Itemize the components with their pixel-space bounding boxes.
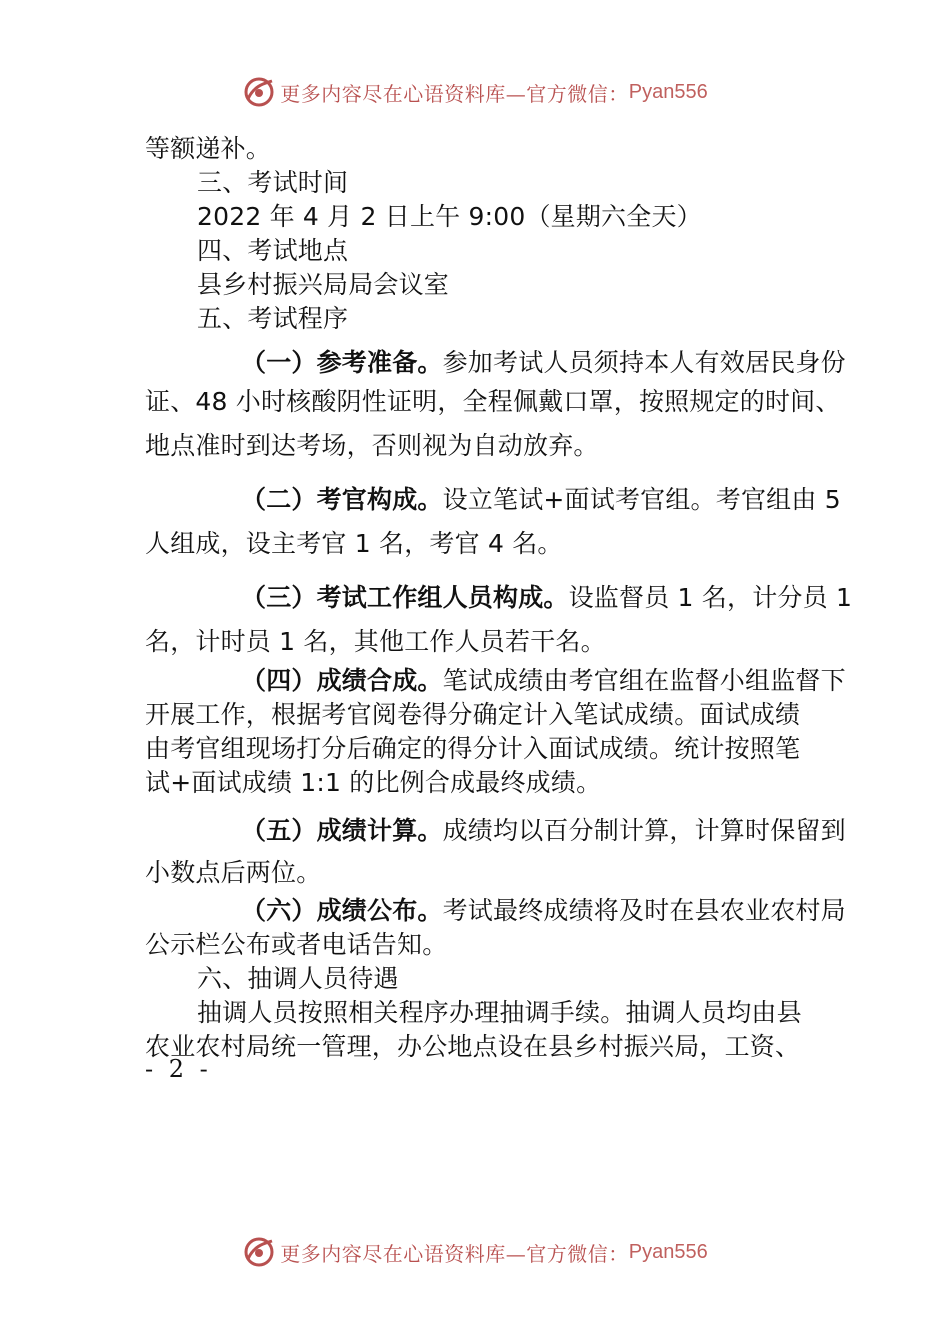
item-text: 地点准时到达考场，否则视为自动放弃。 bbox=[145, 431, 599, 460]
item-text: 公示栏公布或者电话告知。 bbox=[145, 930, 448, 959]
page-number: - 2 - bbox=[145, 1055, 212, 1083]
item-text: 小数点后两位。 bbox=[145, 858, 322, 887]
item-label: （二）考官构成。 bbox=[241, 485, 443, 514]
section-text: 抽调人员按照相关程序办理抽调手续。抽调人员均由县 bbox=[197, 998, 802, 1027]
header-watermark bbox=[0, 72, 950, 112]
item-text: 成绩均以百分制计算，计算时保留到 bbox=[442, 816, 846, 845]
item-text: 设监督员 1 名，计分员 1 bbox=[568, 583, 853, 612]
logo-icon bbox=[242, 1235, 276, 1269]
exam-time-text: 2022 年 4 月 2 日上午 9:00（星期六全天） bbox=[197, 202, 702, 231]
item-label: （四）成绩合成。 bbox=[241, 666, 443, 695]
section-text: 农业农村局统一管理，办公地点设在县乡村振兴局，工资、 bbox=[145, 1032, 801, 1061]
item-text: 设立笔试+面试考官组。考官组由 5 bbox=[442, 485, 841, 514]
item-label: （五）成绩计算。 bbox=[241, 816, 443, 845]
section-heading: 五、考试程序 bbox=[197, 304, 349, 333]
watermark-wechat-id: Pyan556 bbox=[628, 80, 708, 103]
item-text: 考试最终成绩将及时在县农业农村局 bbox=[442, 896, 846, 925]
item-text: 试+面试成绩 1:1 的比例合成最终成绩。 bbox=[145, 768, 602, 797]
item-label: （一）参考准备。 bbox=[241, 348, 443, 377]
procedure-item bbox=[145, 894, 846, 962]
procedure-item bbox=[145, 478, 841, 566]
document-body bbox=[145, 132, 853, 1064]
exam-location-text: 县乡村振兴局局会议室 bbox=[197, 270, 450, 299]
watermark-wechat-id: Pyan556 bbox=[628, 1240, 708, 1263]
continuation-text: 等额递补。 bbox=[145, 134, 272, 163]
footer-watermark bbox=[0, 1232, 950, 1272]
procedure-item bbox=[145, 346, 846, 468]
section-heading: 四、考试地点 bbox=[197, 236, 349, 265]
procedure-item bbox=[145, 576, 853, 664]
item-text: 由考官组现场打分后确定的得分计入面试成绩。统计按照笔 bbox=[145, 734, 801, 763]
item-text: 名，计时员 1 名，其他工作人员若干名。 bbox=[145, 627, 606, 656]
item-label: （六）成绩公布。 bbox=[241, 896, 443, 925]
item-text: 笔试成绩由考官组在监督小组监督下 bbox=[442, 666, 846, 695]
item-text: 人组成，设主考官 1 名，考官 4 名。 bbox=[145, 529, 563, 558]
section-heading: 三、考试时间 bbox=[197, 168, 349, 197]
procedure-item bbox=[145, 664, 846, 800]
watermark-text: 更多内容尽在心语资料库—官方微信： bbox=[280, 1241, 629, 1266]
procedure-item bbox=[145, 810, 846, 894]
logo-icon bbox=[242, 75, 276, 109]
item-text: 开展工作，根据考官阅卷得分确定计入笔试成绩。面试成绩 bbox=[145, 700, 801, 729]
section-heading: 六、抽调人员待遇 bbox=[197, 964, 399, 993]
item-text: 证、48 小时核酸阴性证明，全程佩戴口罩，按照规定的时间、 bbox=[145, 387, 841, 416]
item-label: （三）考试工作组人员构成。 bbox=[241, 583, 569, 612]
watermark-text: 更多内容尽在心语资料库—官方微信： bbox=[280, 81, 629, 106]
item-text: 参加考试人员须持本人有效居民身份 bbox=[442, 348, 846, 377]
